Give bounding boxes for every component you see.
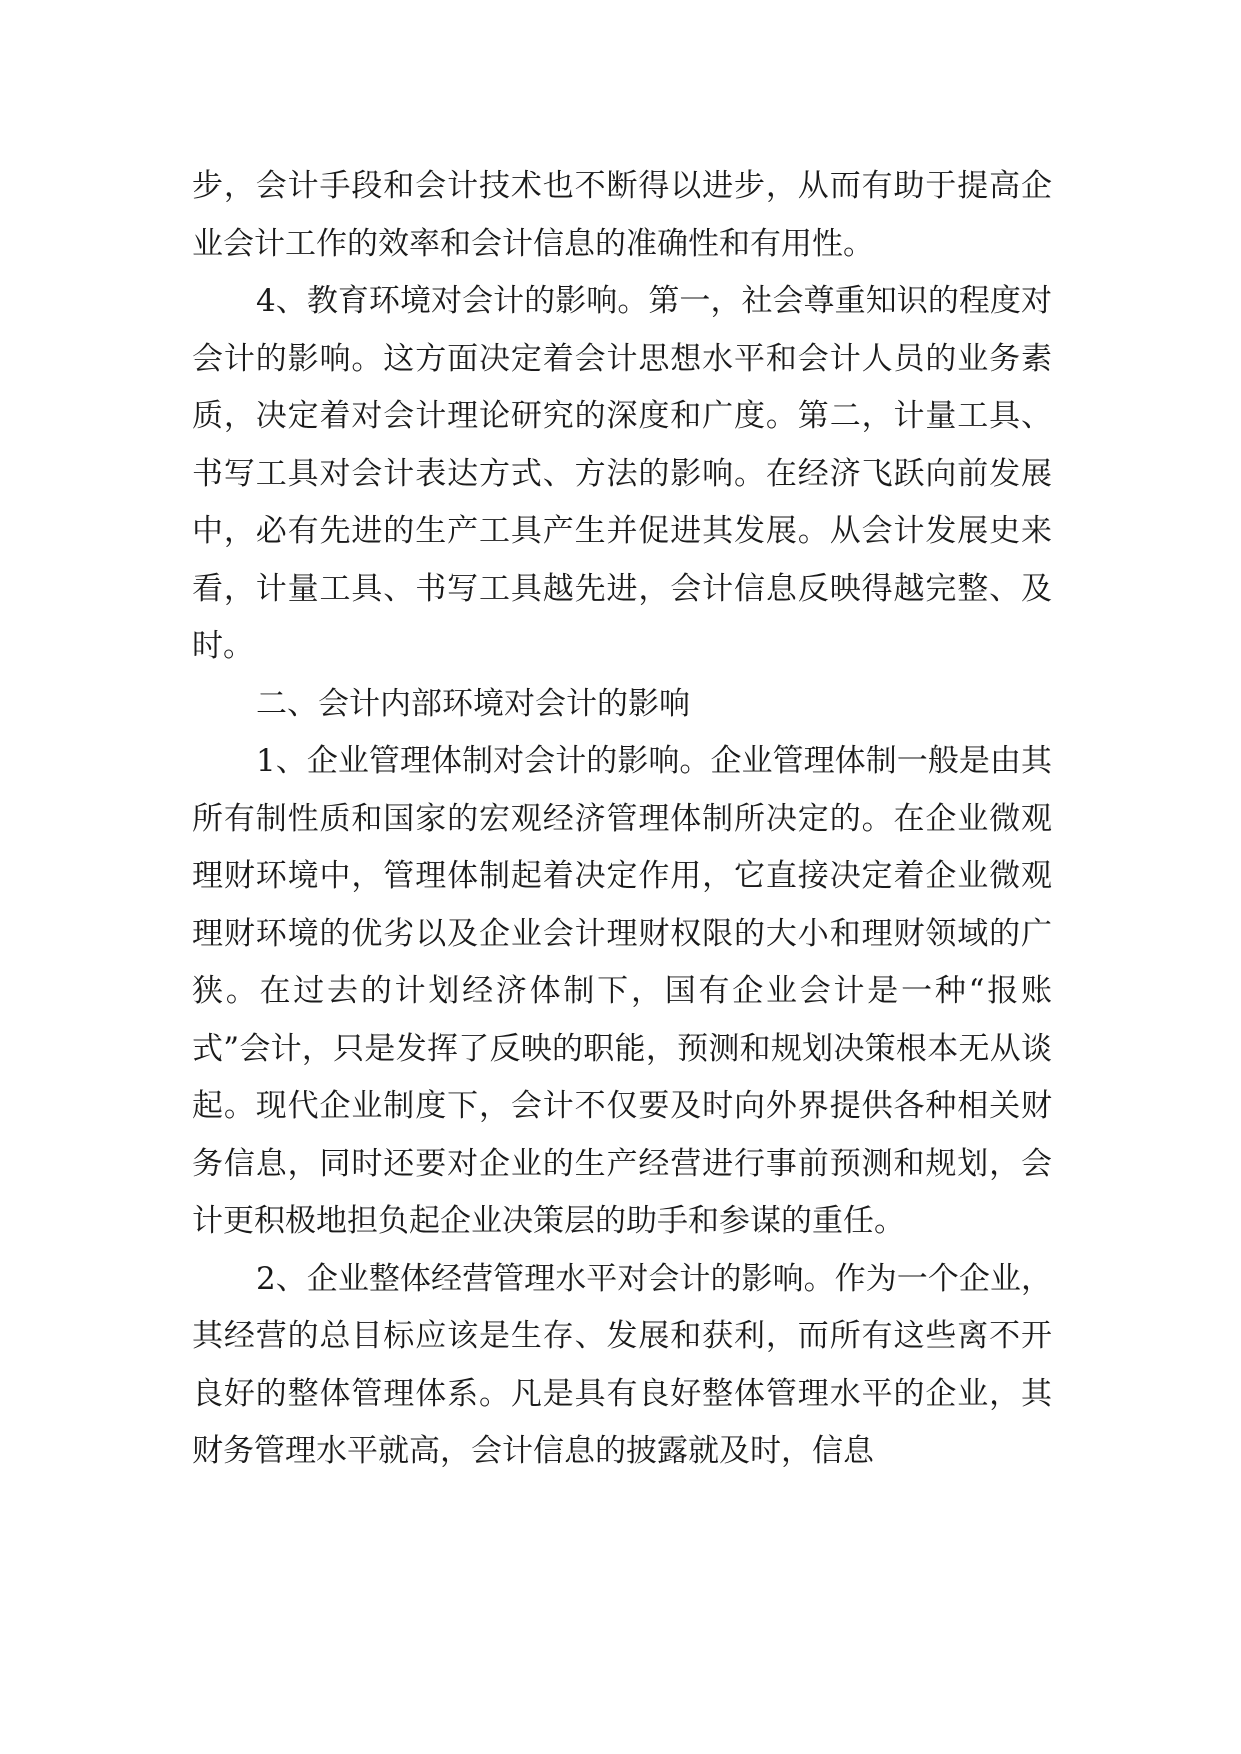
- paragraph-continuation: 步，会计手段和会计技术也不断得以进步，从而有助于提高企业会计工作的效率和会计信息的准确性和有用性。: [192, 168, 1052, 262]
- section-heading-internal-environment: 二、会计内部环境对会计的影响: [256, 685, 690, 722]
- paragraph-management-level: 2、企业整体经营管理水平对会计的影响。作为一个企业，其经营的总目标应该是生存、发展和获利，而所有这些离不开良好的整体管理体系。凡是具有良好整体管理水平的企业，其财务管理水平就高，会计信息的披露就及时，信息: [192, 1260, 1052, 1469]
- paragraph-management-system: 1、企业管理体制对会计的影响。企业管理体制一般是由其所有制性质和国家的宏观经济管理体制所决定的。在企业微观理财环境中，管理体制起着决定作用，它直接决定着企业微观理财环境的优劣以及企业会计理财权限的大小和理财领域的广狭。在过去的计划经济体制下，国有企业会计是一种“报账式”会计，只是发挥了反映的职能，预测和规划决策根本无从谈起。现代企业制度下，会计不仅要及时向外界提供各种相关财务信息，同时还要对企业的生产经营进行事前预测和规划，会计更积极地担负起企业决策层的助手和参谋的重任。: [192, 743, 1052, 1239]
- document-body: [192, 158, 1052, 1481]
- paragraph-education-environment: 4、教育环境对会计的影响。第一，社会尊重知识的程度对会计的影响。这方面决定着会计思想水平和会计人员的业务素质，决定着对会计理论研究的深度和广度。第二，计量工具、书写工具对会计表达方式、方法的影响。在经济飞跃向前发展中，必有先进的生产工具产生并促进其发展。从会计发展史来看，计量工具、书写工具越先进，会计信息反映得越完整、及时。: [192, 283, 1052, 664]
